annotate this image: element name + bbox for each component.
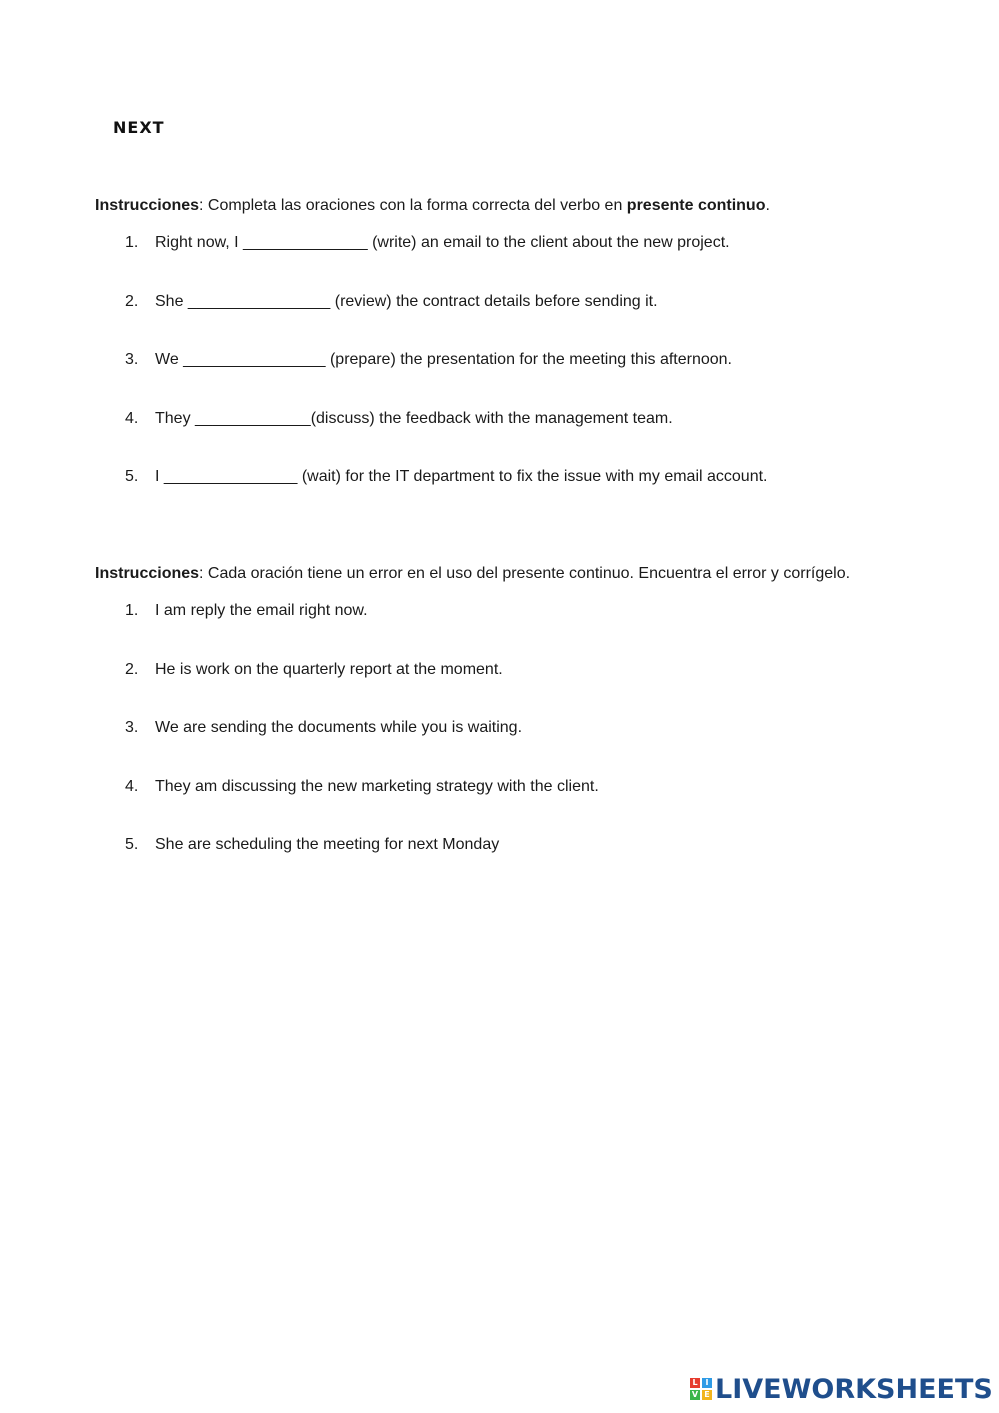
item-number: 4. (125, 410, 139, 427)
section1-instruction-label: Instrucciones (95, 197, 200, 214)
item-number: 1. (125, 234, 139, 251)
section1-instruction-text-b: . (765, 197, 770, 214)
section1-instructions (95, 196, 770, 216)
item-text: She ________________ (review) the contract details before sending it. (155, 293, 658, 310)
section2-instruction-label: Instrucciones (95, 565, 200, 582)
next-logo: NEXT (113, 118, 165, 137)
item-text: We ________________ (prepare) the presentation for the meeting this afternoon. (155, 351, 732, 368)
item-text: They _____________(discuss) the feedback with the management team. (155, 410, 673, 427)
item-text: She are scheduling the meeting for next Monday (155, 836, 500, 853)
item-text: Right now, I ______________ (write) an email to the client about the new project. (155, 234, 730, 251)
logo-cell: V (691, 1390, 699, 1399)
item-text: We are sending the documents while you is waiting. (155, 719, 523, 736)
liveworksheets-watermark (690, 1372, 993, 1406)
logo-cell: L (690, 1378, 700, 1388)
item-number: 2. (125, 293, 139, 310)
item-number: 5. (125, 468, 139, 485)
item-text: He is work on the quarterly report at the moment. (155, 661, 503, 678)
item-number: 3. (125, 719, 139, 736)
section1-instruction-text-a: : Completa las oraciones con la forma correcta del verbo en (199, 197, 627, 214)
section2-instruction-text: : Cada oración tiene un error en el uso del presente continuo. Encuentra el error y corrígelo. (199, 565, 851, 582)
item-number: 5. (125, 836, 139, 853)
item-number: 2. (125, 661, 139, 678)
item-number: 1. (125, 602, 139, 619)
liveworksheets-wordmark: LIVEWORKSHEETS (715, 1373, 993, 1405)
item-number: 4. (125, 778, 139, 795)
liveworksheets-logo-icon (690, 1378, 712, 1400)
logo-cell: E (702, 1390, 712, 1400)
item-text: I am reply the email right now. (155, 602, 368, 619)
item-text: They am discussing the new marketing strategy with the client. (155, 778, 599, 795)
item-number: 3. (125, 351, 139, 368)
logo-cell: I (702, 1378, 712, 1388)
section1-instruction-bold: presente continuo (626, 197, 766, 214)
section2-instructions (95, 564, 850, 584)
item-text: I _______________ (wait) for the IT department to fix the issue with my email account. (155, 468, 768, 485)
